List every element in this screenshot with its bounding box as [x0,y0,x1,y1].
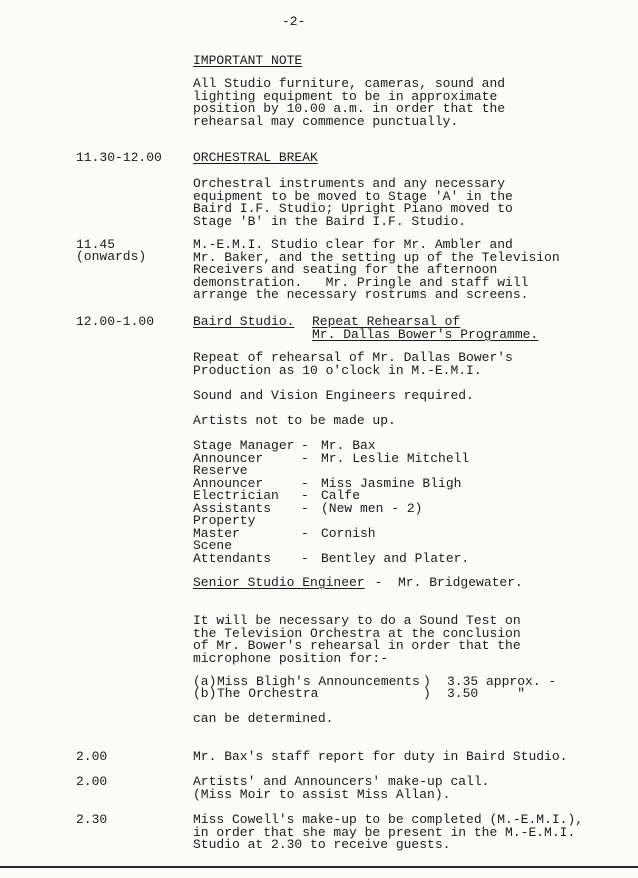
crew-row [193,525,469,541]
rehearsal-para-2: Sound and Vision Engineers required. [193,388,474,403]
cue-time: 3.50 " [447,686,526,701]
break-line: Baird I.F. Studio; Upright Piano moved to [193,201,513,216]
crew-role: Master [193,525,240,541]
rehearsal-title-2: Mr. Dallas Bower's Programme. [312,327,539,342]
setup-line: M.-E.M.I. Studio clear for Mr. Ambler and [193,237,513,252]
entry-line: Artists' and Announcers' make-up call. [193,774,490,789]
crew-role: Announcer [193,475,264,491]
senior-engineer-name: - Mr. Bridgewater. [359,575,523,590]
rehearsal-para-1 [193,352,613,377]
crew-role: Announcer [193,450,264,466]
cue-label: (a) [193,674,217,689]
crew-dash: - [301,488,309,503]
cue-label: (b) [193,686,217,701]
crew-name: Bentley and Plater. [321,550,470,566]
important-note-line: position by 10.00 a.m. in order that the [193,101,506,116]
cue-time: 3.35 approx. - [447,674,557,689]
setup-time: 11.45 [76,237,116,252]
entry-line: (Miss Moir to assist Miss Allan). [193,786,451,802]
break-body [193,178,613,228]
setup-time-qualifier: (onwards) [76,249,147,264]
crew-name: Cornish [321,525,376,541]
crew-name: Calfe [321,488,361,503]
important-note-line: lighting equipment to be in approximate [193,88,498,104]
crew-name: (New men - 2) [321,500,423,516]
sound-test-line: the Television Orchestra at the conclusion [193,625,521,641]
determined-line: can be determined. [193,711,334,726]
entry-time: 2.30 [76,812,108,827]
entry-time: 2.00 [76,749,108,764]
crew-dash: - [301,475,309,491]
setup-line: arrange the necessary rostrums and screens. [193,287,529,302]
cue-list [193,676,556,700]
crew-dash: - [301,450,309,466]
crew-role: Stage Manager [193,438,295,453]
cue-row [193,688,556,700]
sound-test-line: microphone position for:- [193,650,389,666]
break-line: Orchestral instruments and any necessary [193,176,506,191]
sound-test-line: of Mr. Bower's rehearsal in order that the [193,638,521,653]
important-note-heading: IMPORTANT NOTE [193,53,303,68]
break-heading: ORCHESTRAL BREAK [193,150,318,165]
important-note-body [193,78,613,128]
crew-name: Mr. Leslie Mitchell [321,450,470,466]
rehearsal-studio: Baird Studio. [193,314,295,329]
crew-role: Reserve [193,463,248,478]
entry-line: Mr. Bax's staff report for duty in Baird Studio. [193,749,568,764]
crew-dash: - [301,550,309,566]
crew-dash: - [301,438,309,453]
senior-engineer-label: Senior Studio Engineer [193,575,365,590]
rehearsal-para-line: Repeat of rehearsal of Mr. Dallas Bower's [193,350,513,365]
setup-body [193,239,613,302]
crew-role: Assistants [193,500,272,516]
cue-bracket: ) [423,674,431,689]
important-note-line: All Studio furniture, cameras, sound and [193,76,506,91]
rehearsal-time: 12.00-1.00 [76,314,155,329]
crew-role: Scene [193,538,233,553]
crew-role: Property [193,513,256,528]
rehearsal-title-1: Repeat Rehearsal of [312,314,461,329]
cue-bracket: ) [423,686,431,701]
sound-test-line: It will be necessary to do a Sound Test on [193,613,521,628]
break-line: equipment to be moved to Stage 'A' in the [193,188,513,204]
entry-time: 2.00 [76,774,108,789]
cue-text: Miss Bligh's Announcements [217,674,420,689]
sound-test-body [193,615,613,665]
setup-line: Mr. Baker, and the setting up of the Television [193,249,560,265]
entry-body [193,814,613,852]
entry-line: Miss Cowell's make-up to be completed (M.-E.M.I.), [193,812,584,827]
crew-dash: - [301,500,309,516]
crew-row [193,550,470,566]
break-time: 11.30-12.00 [76,150,162,165]
crew-role: Electrician [193,488,279,503]
entry-body [193,776,613,801]
entry-line: Studio at 2.30 to receive guests. [193,837,451,852]
rehearsal-para-3: Artists not to be made up. [193,413,396,428]
page-bottom-edge [0,866,638,868]
crew-list [193,440,469,565]
important-note-line: rehearsal may commence punctually. [193,113,459,129]
cue-text: The Orchestra [217,686,319,701]
crew-name: Mr. Bax [321,438,376,453]
page-number: -2- [282,14,306,29]
entry-body [193,751,613,764]
setup-line: Receivers and seating for the afternoon [193,262,498,277]
crew-role: Attendants [193,550,272,566]
setup-line: demonstration. Mr. Pringle and staff will [193,274,529,290]
entry-line: in order that she may be present in the M.-E.M.I. [193,824,576,840]
rehearsal-para-line: Production as 10 o'clock in M.-E.M.I. [193,362,482,378]
crew-name: Miss Jasmine Bligh [321,475,462,491]
break-line: Stage 'B' in the Baird I.F. Studio. [193,213,467,229]
crew-dash: - [301,525,309,541]
